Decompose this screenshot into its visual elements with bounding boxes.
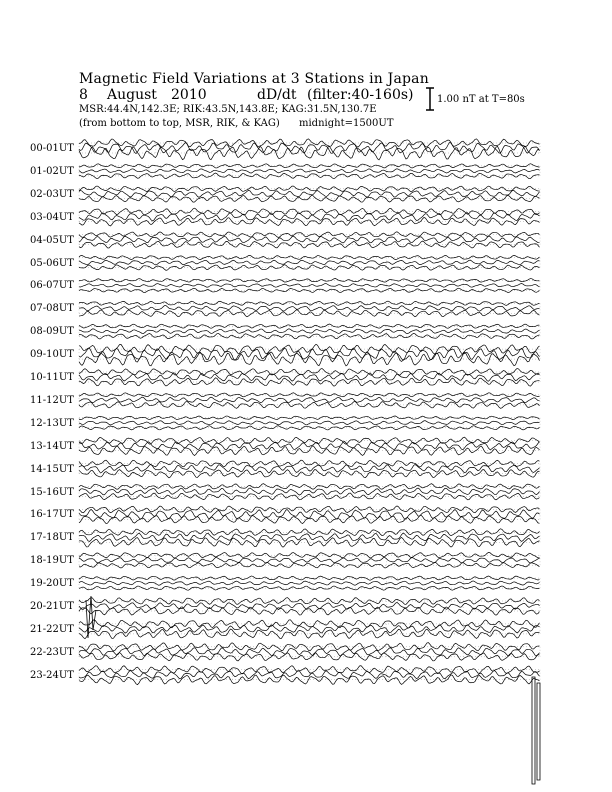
- trace-11-1: [79, 397, 540, 403]
- trace-21-1: [79, 625, 540, 633]
- trace-3-1: [79, 213, 540, 221]
- trace-20-0: [79, 607, 540, 615]
- hour-label-20: 20-21UT: [30, 601, 74, 612]
- trace-5-1: [79, 260, 540, 265]
- trace-2-1: [79, 190, 540, 197]
- hour-label-8: 08-09UT: [30, 326, 74, 338]
- trace-17-1: [79, 533, 540, 541]
- scale-bar-label: 1.00 nT at T=80s: [437, 94, 525, 105]
- hour-label-21: 21-22UT: [30, 623, 74, 635]
- hour-label-23: 23-24UT: [30, 669, 74, 681]
- chart-title: Magnetic Field Variations at 3 Stations in Japan: [79, 71, 429, 87]
- quantity-label: dD/dt: [257, 87, 297, 103]
- trace-17-0: [79, 537, 540, 547]
- hour-label-2: 02-03UT: [30, 188, 74, 200]
- hour-label-17: 17-18UT: [30, 532, 74, 544]
- hour-label-19: 19-20UT: [30, 578, 74, 590]
- trace-15-1: [79, 488, 540, 495]
- hour-label-10: 10-11UT: [30, 372, 74, 383]
- trace-22-1: [79, 648, 540, 656]
- filter-label: (filter:40-160s): [307, 87, 414, 103]
- end-spike-1: [537, 683, 540, 780]
- trace-3-0: [79, 217, 540, 225]
- hour-label-4: 04-05UT: [30, 234, 74, 246]
- trace-12-1: [79, 421, 540, 425]
- spike-layer: [86, 596, 540, 784]
- hour-label-0: 00-01UT: [30, 143, 74, 154]
- date-day: 8: [79, 87, 88, 103]
- trace-layer: [79, 139, 540, 685]
- hour-label-6: 06-07UT: [30, 280, 74, 292]
- trace-1-1: [79, 169, 540, 173]
- trace-7-1: [79, 306, 540, 312]
- hour-label-3: 03-04UT: [30, 211, 74, 223]
- hour-label-13: 13-14UT: [30, 440, 74, 452]
- hour-label-11: 11-12UT: [30, 394, 74, 406]
- hour-label-22: 22-23UT: [30, 646, 74, 658]
- hour-label-7: 07-08UT: [30, 303, 74, 315]
- midnight-note: midnight=1500UT: [299, 118, 394, 129]
- hour-label-14: 14-15UT: [30, 463, 74, 475]
- trace-18-1: [79, 558, 540, 564]
- date-month: August: [107, 87, 157, 103]
- station-order-note: (from bottom to top, MSR, RIK, & KAG): [79, 118, 280, 129]
- hour-label-18: 18-19UT: [30, 555, 74, 567]
- trace-4-1: [79, 236, 540, 243]
- hour-label-15: 15-16UT: [30, 486, 74, 498]
- trace-4-2: [79, 232, 540, 238]
- hour-label-12: 12-13UT: [30, 417, 74, 429]
- hour-label-16: 16-17UT: [30, 509, 74, 521]
- scale-bar-icon: [426, 88, 434, 110]
- trace-7-2: [79, 301, 540, 305]
- trace-12-0: [79, 426, 540, 430]
- end-spike-0: [532, 677, 535, 784]
- hour-label-5: 05-06UT: [30, 257, 74, 269]
- hour-label-1: 01-02UT: [30, 165, 74, 177]
- trace-19-1: [79, 581, 540, 585]
- trace-16-2: [79, 506, 540, 513]
- trace-11-0: [79, 401, 540, 408]
- trace-8-1: [79, 329, 540, 334]
- station-coordinates: MSR:44.4N,142.3E; RIK:43.5N,143.8E; KAG:31.5N,130.7E: [79, 104, 377, 115]
- date-year: 2010: [171, 87, 207, 103]
- hour-label-9: 09-10UT: [30, 349, 74, 361]
- trace-9-1: [79, 348, 540, 360]
- trace-6-1: [79, 284, 540, 288]
- trace-6-0: [79, 288, 540, 292]
